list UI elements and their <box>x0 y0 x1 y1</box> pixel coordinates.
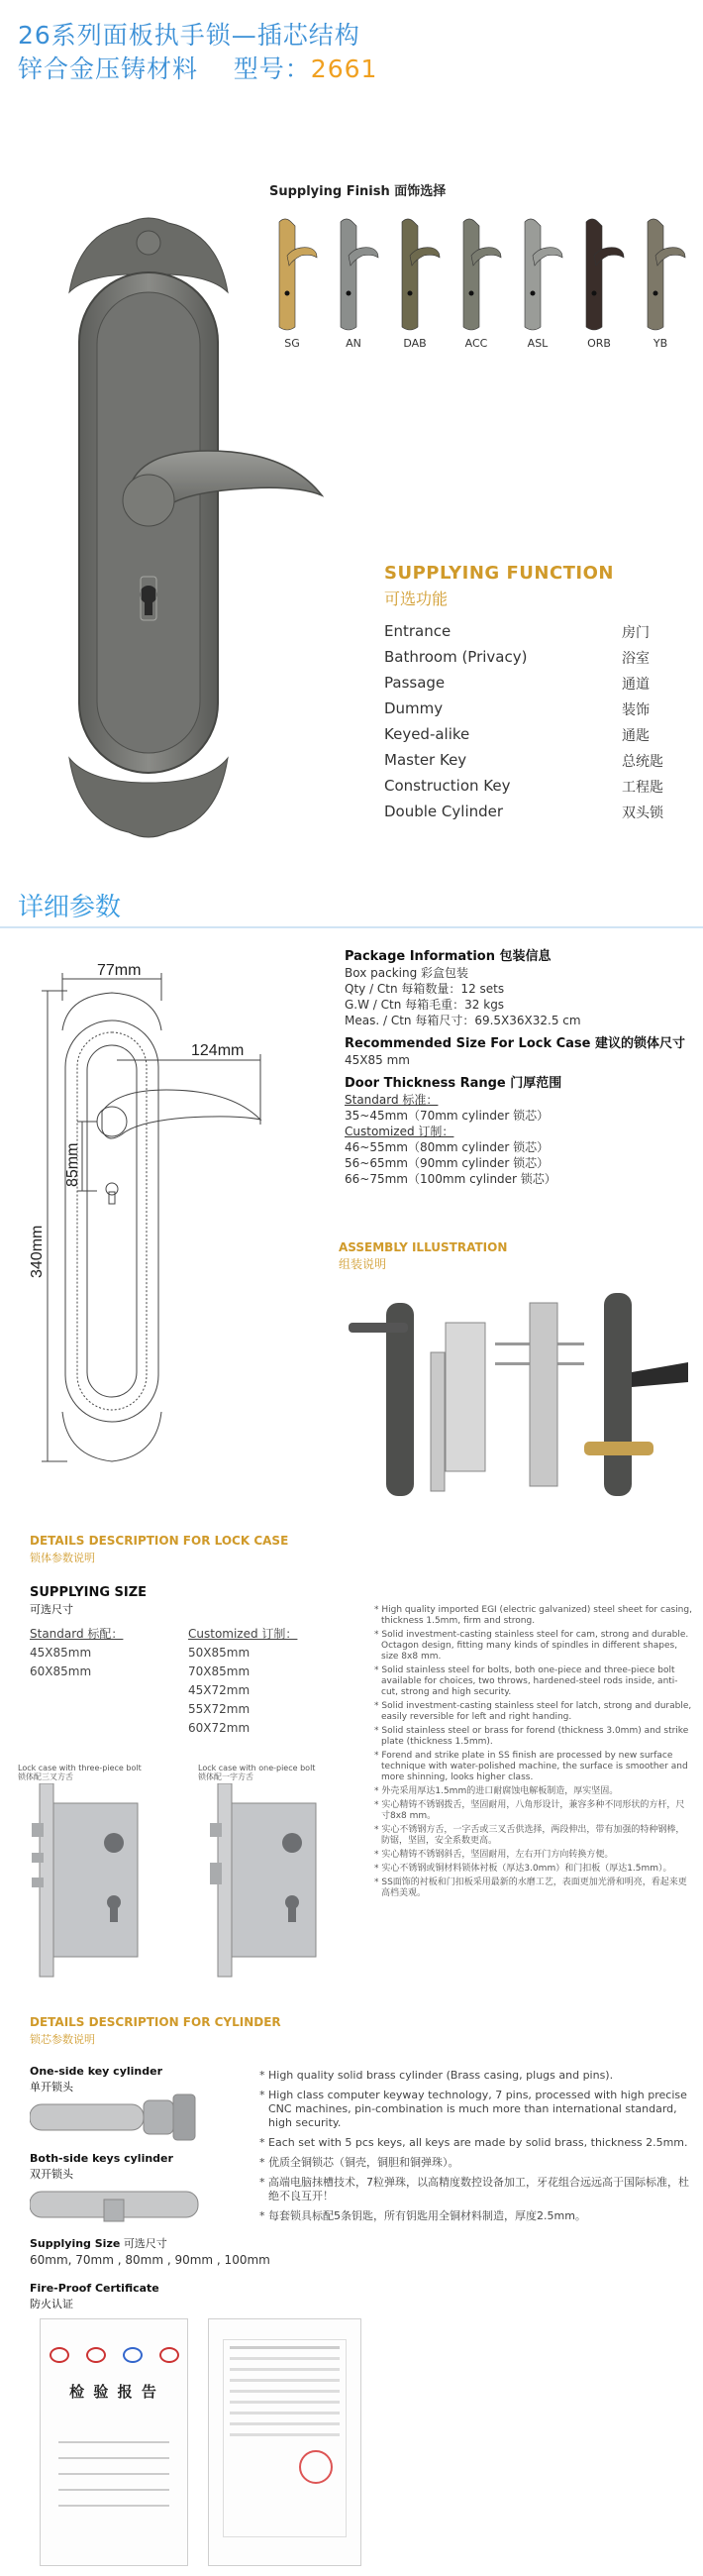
cylinder-bullet: * 优质全铜锁芯（铜壳，铜胆和铜弹珠）。 <box>259 2156 459 2169</box>
function-row <box>384 622 681 648</box>
both-side-cylinder-image <box>30 2180 208 2229</box>
cylinder-size <box>30 2235 167 2251</box>
function-row <box>384 699 681 725</box>
door-custom-item: 56~65mm（90mm cylinder 锁芯） <box>345 1156 550 1170</box>
lock-case-caption-2: Lock case with one-piece bolt 锁体配一字方舌 <box>198 1764 316 1781</box>
finish-code: ACC <box>464 337 488 350</box>
standard-size-list <box>30 1644 123 1681</box>
package-info <box>345 949 691 1187</box>
cylinder-size-label: Supplying Size <box>30 2237 121 2250</box>
handle-swatch-icon <box>265 216 319 333</box>
handle-swatch-icon <box>572 216 626 333</box>
standard-size: 60X85mm <box>30 1664 92 1678</box>
seal-icon <box>159 2347 179 2363</box>
lock-case-bullet: * Solid investment-casting stainless steel for cam, strong and durable. Octagon design, fitting many kinds of spindles in different shapes, size 8x8 mm. <box>374 1630 689 1662</box>
function-row <box>384 777 681 803</box>
standard-label: Standard 标配： <box>30 1627 124 1641</box>
page-subtitle <box>18 50 377 85</box>
finish-code: YB <box>653 337 668 350</box>
dim-handle: 124mm <box>191 1042 245 1059</box>
finish-list <box>265 216 691 355</box>
custom-size-list <box>188 1644 297 1738</box>
certificate-title: Fire-Proof Certificate <box>30 2282 159 2295</box>
door-custom-item: 46~55mm（80mm cylinder 锁芯） <box>345 1140 550 1154</box>
details-heading: 详细参数 <box>18 893 122 922</box>
assembly-subtitle: 组装说明 <box>339 1257 387 1271</box>
function-en: Entrance <box>384 622 452 640</box>
cylinder-title: DETAILS DESCRIPTION FOR CYLINDER <box>30 2015 281 2029</box>
one-side-cylinder-image <box>30 2093 208 2142</box>
custom-size: 55X72mm <box>188 1702 251 1716</box>
supply-size-title: SUPPLYING SIZE <box>30 1585 148 1600</box>
dim-width: 77mm <box>97 962 142 979</box>
dimension-drawing <box>8 961 325 1496</box>
certificate-cover <box>40 2318 188 2566</box>
function-subtitle: 可选功能 <box>384 590 449 608</box>
finish-item <box>511 216 564 355</box>
function-en: Construction Key <box>384 777 511 795</box>
material-text: 锌合金压铸材料 型号： <box>18 54 311 83</box>
standard-size: 45X85mm <box>30 1646 92 1660</box>
cylinder-bullets <box>259 2069 695 2229</box>
function-en: Passage <box>384 674 446 692</box>
cylinder-bullet: * High quality solid brass cylinder (Brass casing, plugs and pins). <box>259 2069 614 2082</box>
function-cn: 通匙 <box>622 728 650 744</box>
function-en: Double Cylinder <box>384 803 504 820</box>
lock-case-bullet: * 外壳采用厚达1.5mm的进口耐腐蚀电解板制造，厚实坚固。 <box>374 1786 619 1796</box>
lock-case-bullet: * 实心精铸不锈钢拨舌，坚固耐用，八角形设计，兼容多种不同形状的方杆，尺寸8x8 mm。 <box>374 1800 685 1821</box>
one-side-label-cn: 单开锁头 <box>30 2081 73 2093</box>
door-custom-item: 66~75mm（100mm cylinder 锁芯） <box>345 1172 556 1186</box>
cylinder-subtitle: 锁芯参数说明 <box>30 2033 95 2046</box>
custom-size: 45X72mm <box>188 1683 251 1697</box>
both-side-label-cn: 双开锁头 <box>30 2168 73 2181</box>
supply-size-subtitle: 可选尺寸 <box>30 1603 73 1616</box>
cylinder-bullet: * High class computer keyway technology, 7 pins, processed with high precise CNC machines, pin-combination is much more than international standard, high security. <box>259 2089 687 2129</box>
report-title: 检 验 报 告 <box>69 2383 158 2401</box>
lock-case-bullet: * 实心不锈钢或铜材料锁体衬板（厚达3.0mm）和门扣板（厚达1.5mm）。 <box>374 1864 672 1874</box>
lock-case-three-piece-image <box>30 1783 188 1982</box>
divider <box>0 926 703 928</box>
lock-case-one-piece-image <box>208 1783 366 1982</box>
lock-case-bullet: * Solid investment-casting stainless steel for latch, strong and durable, easily reversible for left and right handing. <box>374 1701 692 1722</box>
door-custom-label: Customized 订制： <box>345 1125 454 1138</box>
finish-code: DAB <box>403 337 427 350</box>
cylinder-bullet: * Each set with 5 pcs keys, all keys are made by solid brass, thickness 2.5mm. <box>259 2136 688 2149</box>
function-row <box>384 803 681 828</box>
seal-icon <box>50 2347 69 2363</box>
finish-item <box>327 216 380 355</box>
finish-code: ASL <box>527 337 549 350</box>
package-title: Package Information 包装信息 <box>345 949 552 964</box>
function-cn: 双头锁 <box>622 805 663 821</box>
finish-item <box>572 216 626 355</box>
package-line: Box packing 彩盒包装 <box>345 966 469 980</box>
finish-item <box>265 216 319 355</box>
certificate-subtitle: 防火认证 <box>30 2298 73 2310</box>
handle-swatch-icon <box>388 216 442 333</box>
function-row <box>384 725 681 751</box>
custom-sizes <box>188 1625 297 1738</box>
function-cn: 房门 <box>622 625 650 641</box>
door-standard-label: Standard 标准： <box>345 1093 439 1107</box>
lock-case-caption-1: Lock case with three-piece bolt 锁体配三叉方舌 <box>18 1764 142 1781</box>
seal-icon <box>123 2347 143 2363</box>
page-title: 26系列面板执手锁—插芯结构 <box>18 21 360 50</box>
function-cn: 浴室 <box>622 651 650 667</box>
lock-case-bullet: * SS面饰的衬板和门扣板采用最新的水磨工艺，表面更加光滑和明亮，看起来更高档美观。 <box>374 1878 687 1898</box>
function-list <box>384 622 681 828</box>
function-en: Dummy <box>384 699 444 717</box>
finish-item <box>634 216 687 355</box>
function-cn: 通道 <box>622 677 650 693</box>
finish-item <box>388 216 442 355</box>
lock-case-bullets <box>374 1605 693 1902</box>
both-side-label: Both-side keys cylinder <box>30 2152 173 2165</box>
custom-label: Customized 订制： <box>188 1627 298 1641</box>
finish-item <box>450 216 503 355</box>
handle-swatch-icon <box>511 216 564 333</box>
function-row <box>384 751 681 777</box>
function-en: Bathroom (Privacy) <box>384 648 528 666</box>
rec-size-value: 45X85 mm <box>345 1053 410 1067</box>
lock-case-bullet: * 实心精铸不锈钢斜舌，坚固耐用，左右开门方向转换方便。 <box>374 1850 614 1860</box>
lock-case-bullet: * Solid stainless steel for bolts, both one-piece and three-piece bolt available for choices, two throws, hardened-steel rods inside, anti-cut, strong and high security. <box>374 1665 678 1697</box>
function-cn: 工程匙 <box>622 780 663 796</box>
lock-case-subtitle: 锁体参数说明 <box>30 1552 95 1564</box>
lock-case-bullet: * Forend and strike plate in SS finish are processed by new surface technique with water-polished machine, the surface is smoother and more shinning, looks higher class. <box>374 1751 688 1782</box>
lock-case-bullet: * High quality imported EGI (electric galvanized) steel sheet for casing, thickness 1.5mm, firm and strong. <box>374 1605 692 1626</box>
function-row <box>384 648 681 674</box>
lock-case-bullet: * Solid stainless steel or brass for forend (thickness 3.0mm) and strike plate (thickness 1.5mm). <box>374 1726 689 1747</box>
handle-swatch-icon <box>634 216 687 333</box>
package-line: Meas. / Ctn 每箱尺寸：69.5X36X32.5 cm <box>345 1014 581 1027</box>
cylinder-bullet: * 高端电脑抹槽技术，7粒弹珠，以高精度数控设备加工，牙花组合远远高于国际标准，杜绝不良互开！ <box>259 2176 689 2202</box>
lock-case-bullet: * 实心不锈钢方舌，一字舌或三叉舌供选择，两段伸出，带有加强的特种钢棒，防锯，坚固，安全系数更高。 <box>374 1825 685 1846</box>
lock-case-title: DETAILS DESCRIPTION FOR LOCK CASE <box>30 1534 289 1548</box>
assembly-title: ASSEMBLY ILLUSTRATION <box>339 1240 508 1254</box>
door-standard: 35~45mm（70mm cylinder 锁芯） <box>345 1109 550 1123</box>
door-custom-list <box>345 1139 691 1187</box>
package-lines <box>345 965 691 1028</box>
certificate-page <box>208 2318 361 2566</box>
function-cn: 装饰 <box>622 702 650 718</box>
stamp-icon <box>299 2450 333 2484</box>
dim-height: 340mm <box>29 1225 46 1278</box>
cylinder-size-values: 60mm, 70mm , 80mm , 90mm , 100mm <box>30 2253 270 2267</box>
custom-size: 70X85mm <box>188 1664 251 1678</box>
function-en: Master Key <box>384 751 467 769</box>
handle-swatch-icon <box>327 216 380 333</box>
standard-sizes <box>30 1625 123 1681</box>
cylinder-bullet: * 每套锁具标配5条钥匙，所有钥匙用全铜材料制造，厚度2.5mm。 <box>259 2209 586 2222</box>
finish-title: Supplying Finish 面饰选择 <box>269 184 447 199</box>
package-line: G.W / Ctn 每箱毛重：32 kgs <box>345 998 505 1012</box>
custom-size: 50X85mm <box>188 1646 251 1660</box>
rec-size-title: Recommended Size For Lock Case 建议的锁体尺寸 <box>345 1036 686 1051</box>
handle-swatch-icon <box>450 216 503 333</box>
seal-icon <box>86 2347 106 2363</box>
finish-code: SG <box>284 337 300 350</box>
assembly-illustration <box>337 1283 698 1511</box>
function-row <box>384 674 681 699</box>
function-cn: 总统匙 <box>622 754 663 770</box>
one-side-label: One-side key cylinder <box>30 2065 162 2078</box>
finish-code: AN <box>346 337 361 350</box>
door-title: Door Thickness Range 门厚范围 <box>345 1076 562 1091</box>
package-line: Qty / Ctn 每箱数量：12 sets <box>345 982 505 996</box>
function-en: Keyed-alike <box>384 725 470 743</box>
custom-size: 60X72mm <box>188 1721 251 1735</box>
finish-code: ORB <box>587 337 611 350</box>
function-title: SUPPLYING FUNCTION <box>384 563 614 584</box>
dim-center: 85mm <box>64 1142 81 1187</box>
model-number: 2661 <box>310 54 378 83</box>
cylinder-size-label-cn: 可选尺寸 <box>123 2237 167 2250</box>
